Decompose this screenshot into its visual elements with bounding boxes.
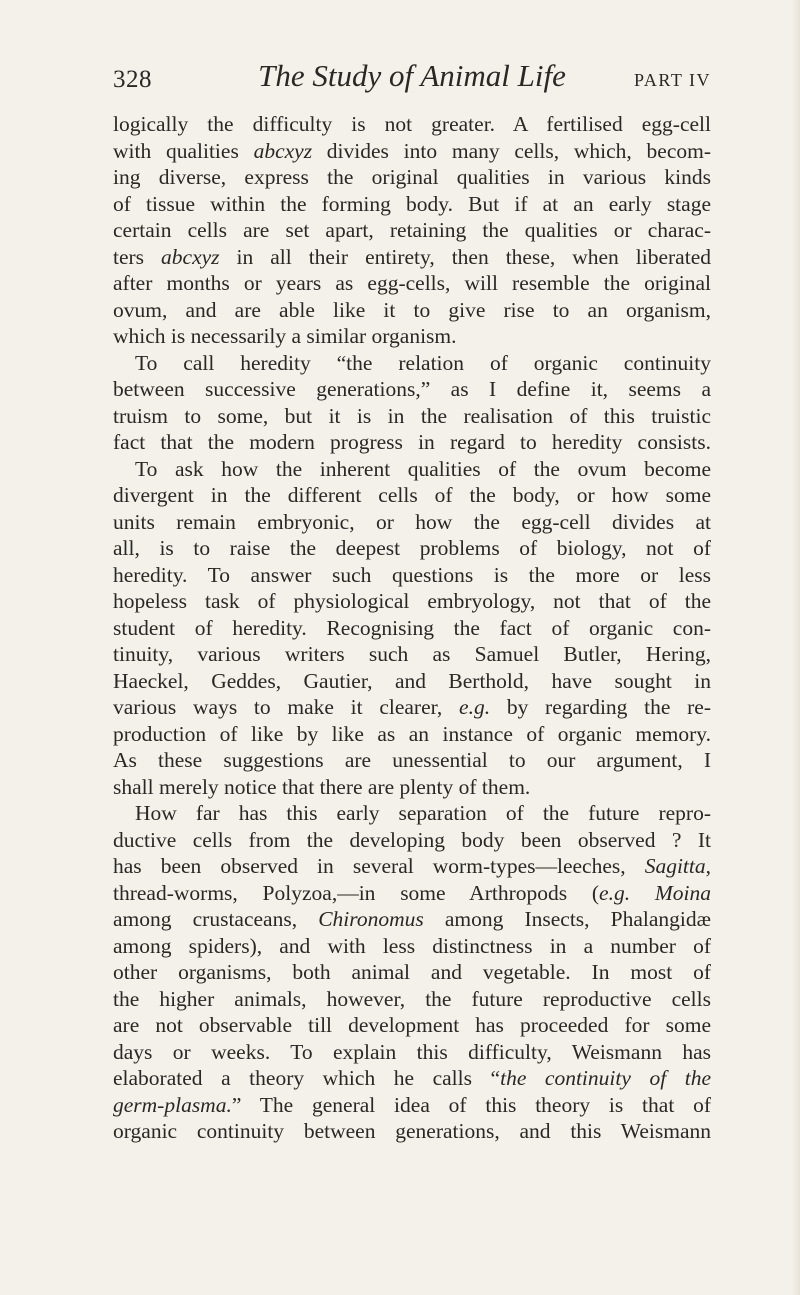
text-line: tinuity, various writers such as Samuel Butler, Hering, (113, 642, 711, 666)
italic-text: abcxyz (161, 244, 220, 269)
italic-text: germ-plasma. (113, 1092, 232, 1117)
text-span: various ways to make it clearer, (113, 695, 460, 719)
text-span: in all their entirety, then these, when liberated (219, 244, 711, 269)
text-line: heredity. To answer such questions is the more or less (113, 562, 711, 587)
text-line (113, 694, 711, 721)
page-edge-shadow (792, 0, 800, 1295)
text-line: To ask how the inherent qualities of the ovum become (135, 456, 711, 481)
text-line: As these suggestions are unessential to our argument, I (113, 748, 711, 772)
text-line: other organisms, both animal and vegetable. In most of (113, 960, 711, 984)
text-line (113, 1065, 711, 1092)
running-header (113, 58, 711, 102)
text-line: ing diverse, express the original qualities in various kinds (113, 165, 711, 189)
text-line: Haeckel, Geddes, Gautier, and Berthold, have sought in (113, 668, 711, 693)
text-span: with qualities (113, 138, 254, 163)
italic-text: Sagitta (644, 854, 706, 878)
text-line: days or weeks. To explain this difficulty, Weismann has (113, 1039, 711, 1064)
text-line: divergent in the different cells of the body, or how some (113, 483, 711, 507)
text-span: elaborated a theory which he calls “ (113, 1066, 501, 1090)
text-span: among Insects, Phalangidæ (423, 907, 711, 931)
text-line: production of like by like as an instance of organic memory. (113, 721, 711, 746)
text-line: fact that the modern progress in regard to heredity consists. (113, 430, 711, 454)
text-span: divides into many cells, which, becom- (312, 138, 711, 163)
text-line: after months or years as egg-cells, will resemble the original (113, 271, 711, 295)
text-line: To call heredity “the relation of organic continuity (135, 350, 711, 375)
text-line: truism to some, but it is in the realisation of this truistic (113, 403, 711, 428)
italic-text: Chironomus (318, 907, 424, 931)
text-line: ovum, and are able like it to give rise to an organism, (113, 297, 711, 322)
italic-text: abcxyz (253, 138, 313, 163)
text-line: units remain embryonic, or how the egg-cell divides at (113, 509, 711, 534)
italic-text: e.g. (459, 695, 491, 719)
text-line (113, 906, 711, 933)
text-span: by regarding the re- (490, 695, 711, 719)
text-line: logically the difficulty is not greater. A fertilised egg-cell (113, 112, 711, 136)
text-span: thread-worms, Polyzoa,—in some Arthropods ( (113, 880, 600, 905)
text-line: organic continuity between generations, and this Weismann (113, 1119, 711, 1143)
text-line: hopeless task of physiological embryology, not that of the (113, 589, 711, 613)
text-line: certain cells are set apart, retaining the qualities or charac- (113, 218, 711, 242)
text-line: among spiders), and with less distinctness in a number of (113, 933, 711, 958)
text-span: has been observed in several worm-types—leeches, (113, 854, 645, 878)
page-number: 328 (113, 66, 152, 93)
text-line: student of heredity. Recognising the fact of organic con- (113, 615, 711, 640)
text-span: ” The general idea of this theory is that of (231, 1092, 711, 1117)
part-label: PART IV (634, 70, 711, 90)
text-line: all, is to raise the deepest problems of biology, not of (113, 536, 711, 560)
text-line (113, 138, 711, 165)
italic-text: e.g. Moina (599, 880, 711, 905)
text-line (113, 853, 711, 880)
text-line: which is necessarily a similar organism. (113, 324, 457, 348)
italic-text: the continuity of the (500, 1066, 711, 1090)
text-line: the higher animals, however, the future reproductive cells (113, 986, 711, 1011)
running-title: The Study of Animal Life (258, 58, 566, 93)
text-span: ters (113, 244, 162, 269)
text-line (113, 1092, 711, 1119)
text-span: among crustaceans, (113, 907, 319, 931)
text-line: are not observable till development has proceeded for some (113, 1013, 711, 1037)
text-line: of tissue within the forming body. But if at an early stage (113, 191, 711, 216)
text-span: , (705, 854, 711, 878)
text-line: shall merely notice that there are plenty of them. (113, 774, 531, 799)
text-line: How far has this early separation of the future repro- (135, 801, 711, 825)
text-line (113, 880, 711, 907)
text-line: between successive generations,” as I define it, seems a (113, 377, 711, 401)
body-text (113, 111, 711, 1145)
text-line (113, 244, 711, 271)
text-line: ductive cells from the developing body been observed ? It (113, 827, 711, 852)
